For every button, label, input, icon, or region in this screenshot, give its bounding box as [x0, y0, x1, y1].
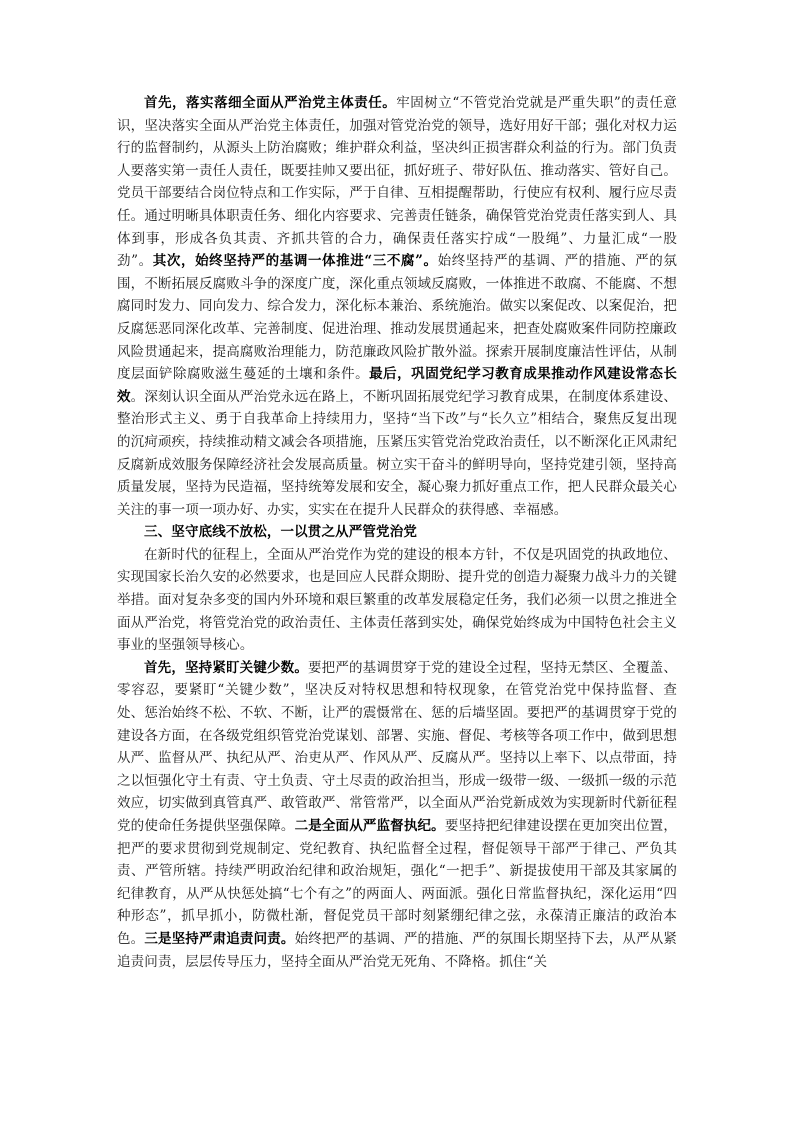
body-text: 要坚持把纪律建设摆在更加突出位置，把严的要求贯彻到党规制定、党纪教育、执纪监督全过程，督促领导干部严于律己、严负其责、严管所辖。持续严明政治纪律和政治规矩，强化“一把手”、新提拔使用干部及其家属的纪律教育，从严从快惩处搞“七个有之”的两面人、两面派。强化日常监督执纪，深化运用“四种形态”，抓早抓小，防微杜渐，督促党员干部时刻紧绷纪律之弦，永葆清正廉洁的政治本色。: [117, 818, 677, 947]
body-text: 在新时代的征程上，全面从严治党作为党的建设的根本方针，不仅是巩固党的执政地位、实现国家长治久安的必然要求，也是回应人民群众期盼、提升党的创造力凝聚力战斗力的关键举措。面对复杂多变的国内外环境和艰巨繁重的改革发展稳定任务，我们必须一以贯之推进全面从严治党，将管党治党的政治责任、主体责任落到实处，确保党始终成为中国特色社会主义事业的坚强领导核心。: [117, 546, 677, 654]
paragraph-key-minority: [117, 657, 677, 973]
body-text: 牢固树立“不管党治党就是严重失职”的责任意识，坚决落实全面从严治党主体责任，加强对管党治党的领导，选好用好干部；强化对权力运行的监督制约，从源头上防治腐败；维护群众利益，坚决纠正损害群众利益的行为。部门负责人要落实第一责任人责任，既要挂帅又要出征，抓好班子、带好队伍、推动落实、管好自己。党员干部要结合岗位特点和工作实际，严于自律、互相提醒帮助，行使应有权利、履行应尽责任。通过明晰具体职责任务、细化内容要求、完善责任链条，确保管党治党责任落实到人、具体到事，形成各负其责、齐抓共管的合力，确保责任落实拧成“一股绳”、力量汇成“一股劲”。: [117, 95, 678, 270]
body-text: 始终把严的基调、严的措施、严的氛围长期坚持下去，从严从紧追责问责，层层传导压力，坚持全面从严治党无死角、不降格。抓住“关: [117, 930, 677, 970]
lead-sentence-4: 首先，坚持紧盯关键少数。: [144, 659, 308, 676]
document-page: [117, 92, 677, 973]
paragraph-intro: [117, 544, 677, 657]
lead-sentence-2: 其次，始终坚持严的基调一体推进“三不腐”。: [152, 253, 438, 270]
lead-sentence-5: 二是全面从严监督执纪。: [294, 818, 445, 834]
lead-sentence-3: 最后，巩固党纪学习教育成果推动作风建设常态长效: [117, 366, 677, 405]
lead-sentence-6: 三是坚持严肃追责问责。: [144, 930, 295, 947]
body-text: 始终坚持严的基调、严的措施、严的氛围，不断拓展反腐败斗争的深度广度，深化重点领域反腐败，一体推进不敢腐、不能腐、不想腐同时发力、同向发力、综合发力，深化标本兼治、系统施治。做实以案促改、以案促治，把反腐惩恶同深化改革、完善制度、促进治理、推动发展贯通起来，把查处腐败案件同防控廉政风险贯通起来，提高腐败治理能力，防范廉政风险扩散外溢。探索开展制度廉洁性评估，从制度层面铲除腐败滋生蔓延的土壤和条件。: [117, 253, 677, 383]
body-text: 。深刻认识全面从严治党永远在路上，不断巩固拓展党纪学习教育成果，在制度体系建设、整治形式主义、勇于自我革命上持续用力，坚持“当下改”与“长久立”相结合，聚焦反复出现的沉疴顽疾，持续推动精文减会各项措施，压紧压实管党治党政治责任，以不断深化正风肃纪反腐新成效服务保障经济社会发展高质量。树立实干奋斗的鲜明导向，坚持党建引领，坚持高质量发展，坚持为民造福，坚持统筹发展和安全，凝心聚力抓好重点工作，把人民群众最关心关注的事一项一项办好、办实，实实在在提升人民群众的获得感、幸福感。: [117, 388, 678, 518]
section-heading-3: 三、坚守底线不放松，一以贯之从严管党治党: [144, 524, 417, 541]
lead-sentence-1: 首先，落实落细全面从严治党主体责任。: [144, 95, 397, 111]
paragraph-responsibility: [117, 92, 677, 521]
body-text: 要把严的基调贯穿于党的建设全过程，坚持无禁区、全覆盖、零容忍，要紧盯“关键少数”，坚决反对特权思想和特权现象，在管党治党中保持监督、查处、惩治始终不松、不软、不断，让严的震慑常在、惩的后墙坚固。要把严的基调贯穿于党的建设各方面，在各级党组织管党治党谋划、部署、实施、督促、考核等各项工作中，做到思想从严、监督从严、执纪从严、治吏从严、作风从严、反腐从严。坚持以上率下、以点带面，持之以恒强化守土有责、守土负责、守土尽责的政治担当，形成一级带一级、一级抓一级的示范效应，切实做到真管真严、敢管敢严、常管常严，以全面从严治党新成效为实现新时代新征程党的使命任务提供坚强保障。: [117, 659, 677, 834]
